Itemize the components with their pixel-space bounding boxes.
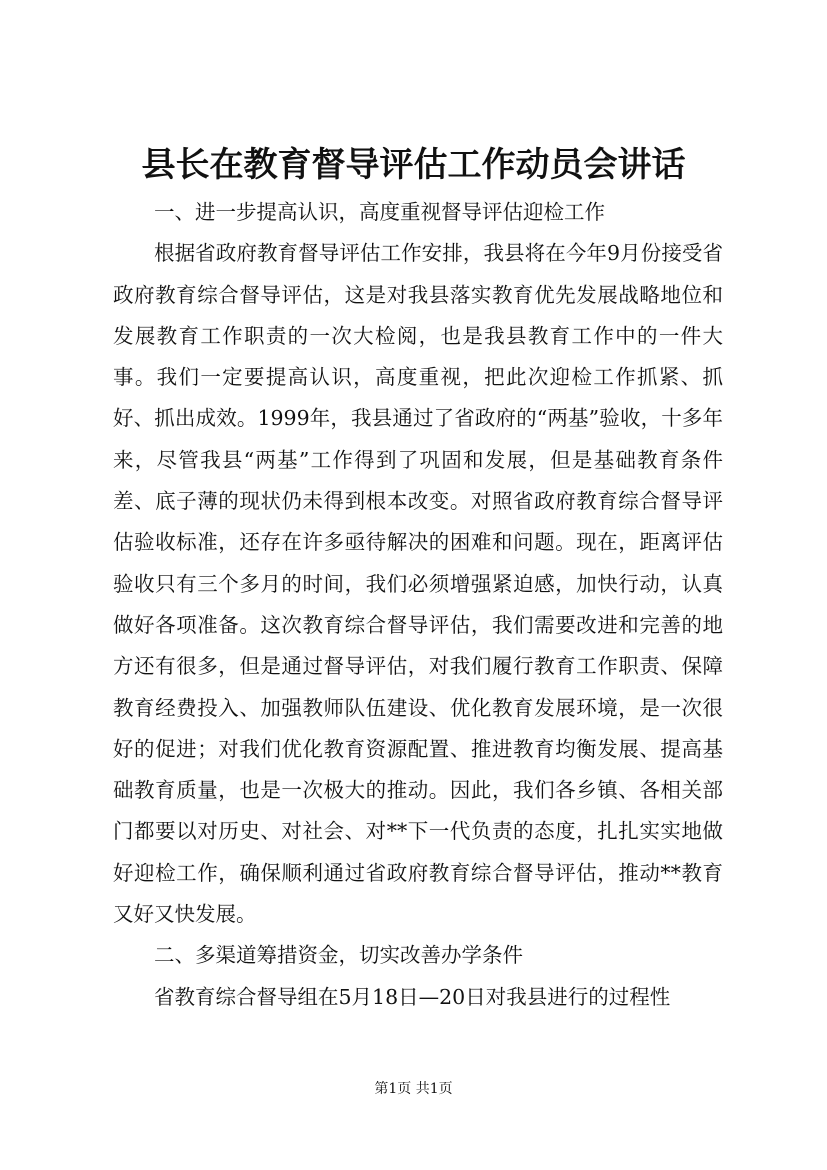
page-footer: 第1页 共1页 bbox=[374, 1081, 453, 1097]
section-heading-1: 一、进一步提高认识，高度重视督导评估迎检工作 bbox=[154, 200, 605, 224]
body-paragraph-1: 根据省政府教育督导评估工作安排，我县将在今年9月份接受省政府教育综合督导评估，这是对我县落实教育优先发展战略地位和发展教育工作职责的一次大检阅，也是我县教育工作中的一件大事。我们一定要提高认识，高度重视，把此次迎检工作抓紧、抓好、抓出成效。1999年，我县通过了省政府的“两基”验收，十多年来，尽管我县“两基”工作得到了巩固和发展，但是基础教育条件差、底子薄的现状仍未得到根本改变。对照省政府教育综合督导评估验收标准，还存在许多亟待解决的困难和问题。现在，距离评估验收只有三个多月的时间，我们必须增强紧迫感，加快行动，认真做好各项准备。这次教育综合督导评估，我们需要改进和完善的地方还有很多，但是通过督导评估，对我们履行教育工作职责、保障教育经费投入、加强教师队伍建设、优化教育发展环境，是一次很好的促进；对我们优化教育资源配置、推进教育均衡发展、提高基础教育质量，也是一次极大的推动。因此，我们各乡镇、各相关部门都要以对历史、对社会、对**下一代负责的态度，扎扎实实地做好迎检工作，确保顺利通过省政府教育综合督导评估，推动**教育又好又快发展。 bbox=[113, 241, 723, 927]
document-body bbox=[113, 192, 723, 1018]
section-heading-2: 二、多渠道筹措资金，切实改善办学条件 bbox=[154, 943, 523, 968]
body-paragraph-2: 省教育综合督导组在5月18日—20日对我县进行的过程性 bbox=[154, 984, 671, 1009]
document-title: 县长在教育督导评估工作动员会讲话 bbox=[141, 145, 686, 185]
